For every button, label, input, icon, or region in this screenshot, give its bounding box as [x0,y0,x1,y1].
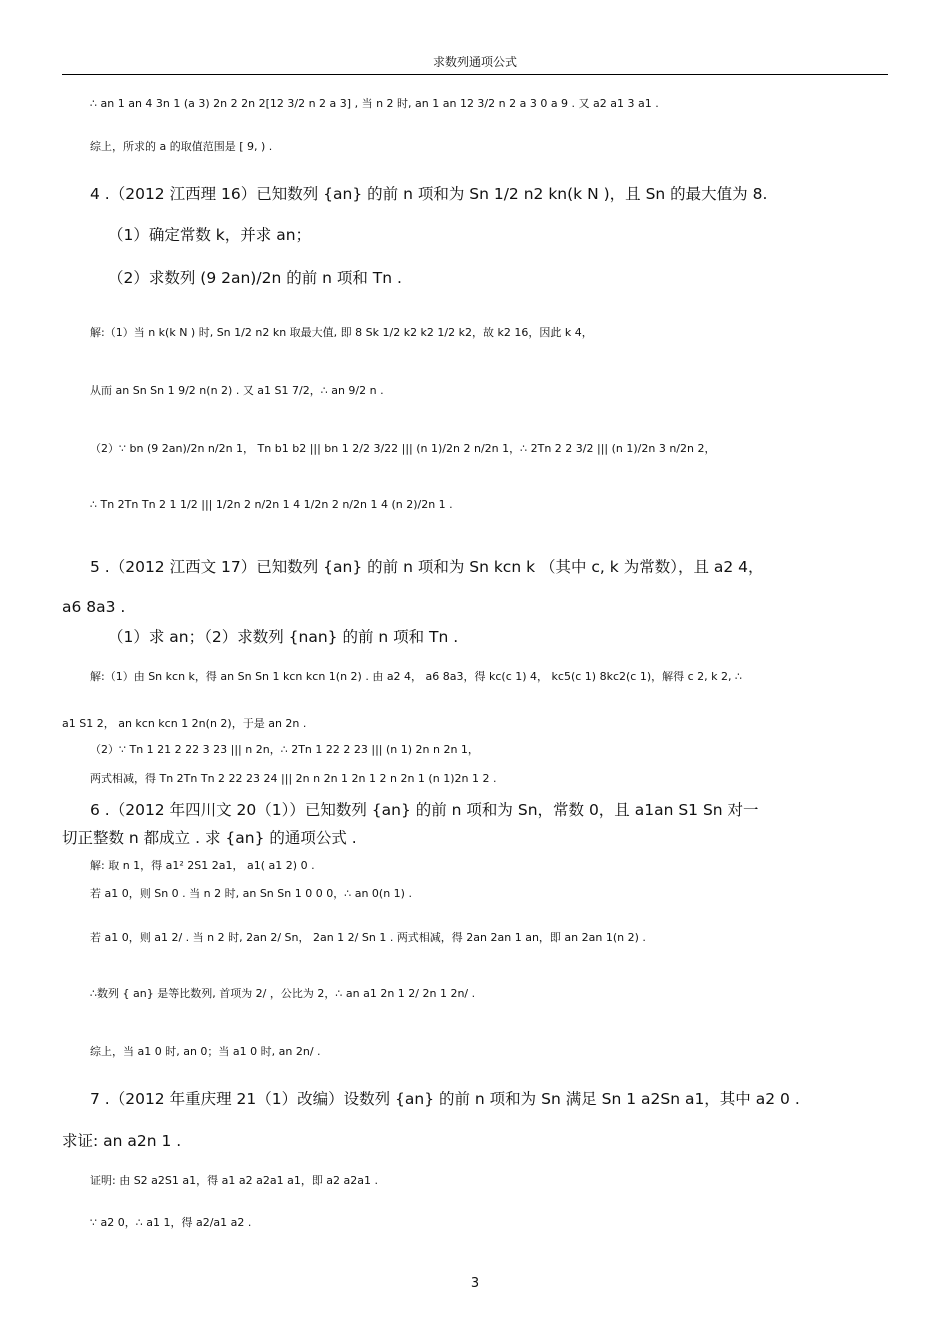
proof-line: ∵ a2 0，∴ a1 1，得 a2/a1 a2 . [90,1216,252,1229]
problem-4-part-2: （2）求数列 (9 2an)/2n 的前 n 项和 Tn . [108,269,402,287]
problem-7-claim: 求证: an a2n 1 . [62,1132,182,1150]
problem-6-statement-cont: 切正整数 n 都成立 . 求 {an} 的通项公式 . [62,829,357,847]
solution-line: 若 a1 0，则 Sn 0 . 当 n 2 时, an Sn Sn 1 0 0 0，∴ an 0(n 1) . [90,887,412,900]
page-header-title: 求数列通项公式 [432,55,517,69]
problem-5-statement: 5 .（2012 江西文 17）已知数列 {an} 的前 n 项和为 Sn kcn k （其中 c, k 为常数），且 a2 4， [90,558,764,576]
solution-line: 从而 an Sn Sn 1 9/2 n(n 2) . 又 a1 S1 7/2，∴ an 9/2 n . [90,384,384,397]
problem-4-statement: 4 .（2012 江西理 16）已知数列 {an} 的前 n 项和为 Sn 1/2 n2 kn(k N )，且 Sn 的最大值为 8. [90,185,768,203]
proof-line: 证明: 由 S2 a2S1 a1，得 a1 a2 a2a1 a1，即 a2 a2a1 . [90,1174,379,1187]
solution-line: ∴数列 { an} 是等比数列, 首项为 2/ ，公比为 2，∴ an a1 2n 1 2/ 2n 1 2n/ . [90,987,476,1000]
problem-7-statement: 7 .（2012 年重庆理 21（1）改编）设数列 {an} 的前 n 项和为 Sn 满足 Sn 1 a2Sn a1，其中 a2 0 . [90,1090,800,1108]
problem-5-statement-cont: a6 8a3 . [62,598,126,616]
solution-line: 若 a1 0，则 a1 2/ . 当 n 2 时, 2an 2/ Sn， 2an 1 2/ Sn 1 . 两式相减，得 2an 2an 1 an，即 an 2an 1(n 2) . [90,931,646,944]
text-line: ∴ an 1 an 4 3n 1 (a 3) 2n 2 2n 2[12 3/2 n 2 a 3] , 当 n 2 时, an 1 an 12 3/2 n 2 a 3 0 a 9 . 又 a2 a1 3 a1 . [90,97,659,110]
problem-6-statement: 6 .（2012 年四川文 20（1））已知数列 {an} 的前 n 项和为 Sn，常数 0，且 a1an S1 Sn 对一 [90,801,759,819]
page-number: 3 [470,1276,480,1291]
problem-5-parts: （1）求 an；（2）求数列 {nan} 的前 n 项和 Tn . [108,628,459,646]
header-rule [62,74,888,75]
solution-line: a1 S1 2， an kcn kcn 1 2n(n 2)，于是 an 2n . [62,717,307,730]
solution-line: 解:（1）由 Sn kcn k，得 an Sn Sn 1 kcn kcn 1(n 2) . 由 a2 4， a6 8a3，得 kc(c 1) 4， kc5(c 1) 8kc2(c 1)，解得 c 2, k 2, ∴ [90,670,743,683]
solution-line: （2）∵ bn (9 2an)/2n n/2n 1， Tn b1 b2 ||| bn 1 2/2 3/22 ||| (n 1)/2n 2 n/2n 1，∴ 2Tn 2 2 3/2 ||| (n 1)/2n 3 n/2n 2， [90,442,716,455]
solution-line: 综上，当 a1 0 时, an 0；当 a1 0 时, an 2n/ . [90,1045,321,1058]
solution-line: 两式相减，得 Tn 2Tn Tn 2 22 23 24 ||| 2n n 2n 1 2n 1 2 n 2n 1 (n 1)2n 1 2 . [90,772,497,785]
solution-line: 解: 取 n 1，得 a1² 2S1 2a1， a1( a1 2) 0 . [90,859,315,872]
solution-line: （2）∵ Tn 1 21 2 22 3 23 ||| n 2n，∴ 2Tn 1 22 2 23 ||| (n 1) 2n n 2n 1， [90,743,479,756]
problem-4-part-1: （1）确定常数 k，并求 an； [108,226,312,244]
solution-line: ∴ Tn 2Tn Tn 2 1 1/2 ||| 1/2n 2 n/2n 1 4 1/2n 2 n/2n 1 4 (n 2)/2n 1 . [90,498,453,511]
solution-line: 解:（1）当 n k(k N ) 时, Sn 1/2 n2 kn 取最大值, 即 8 Sk 1/2 k2 k2 1/2 k2，故 k2 16，因此 k 4， [90,326,593,339]
text-line: 综上，所求的 a 的取值范围是 [ 9, ) . [90,140,273,153]
